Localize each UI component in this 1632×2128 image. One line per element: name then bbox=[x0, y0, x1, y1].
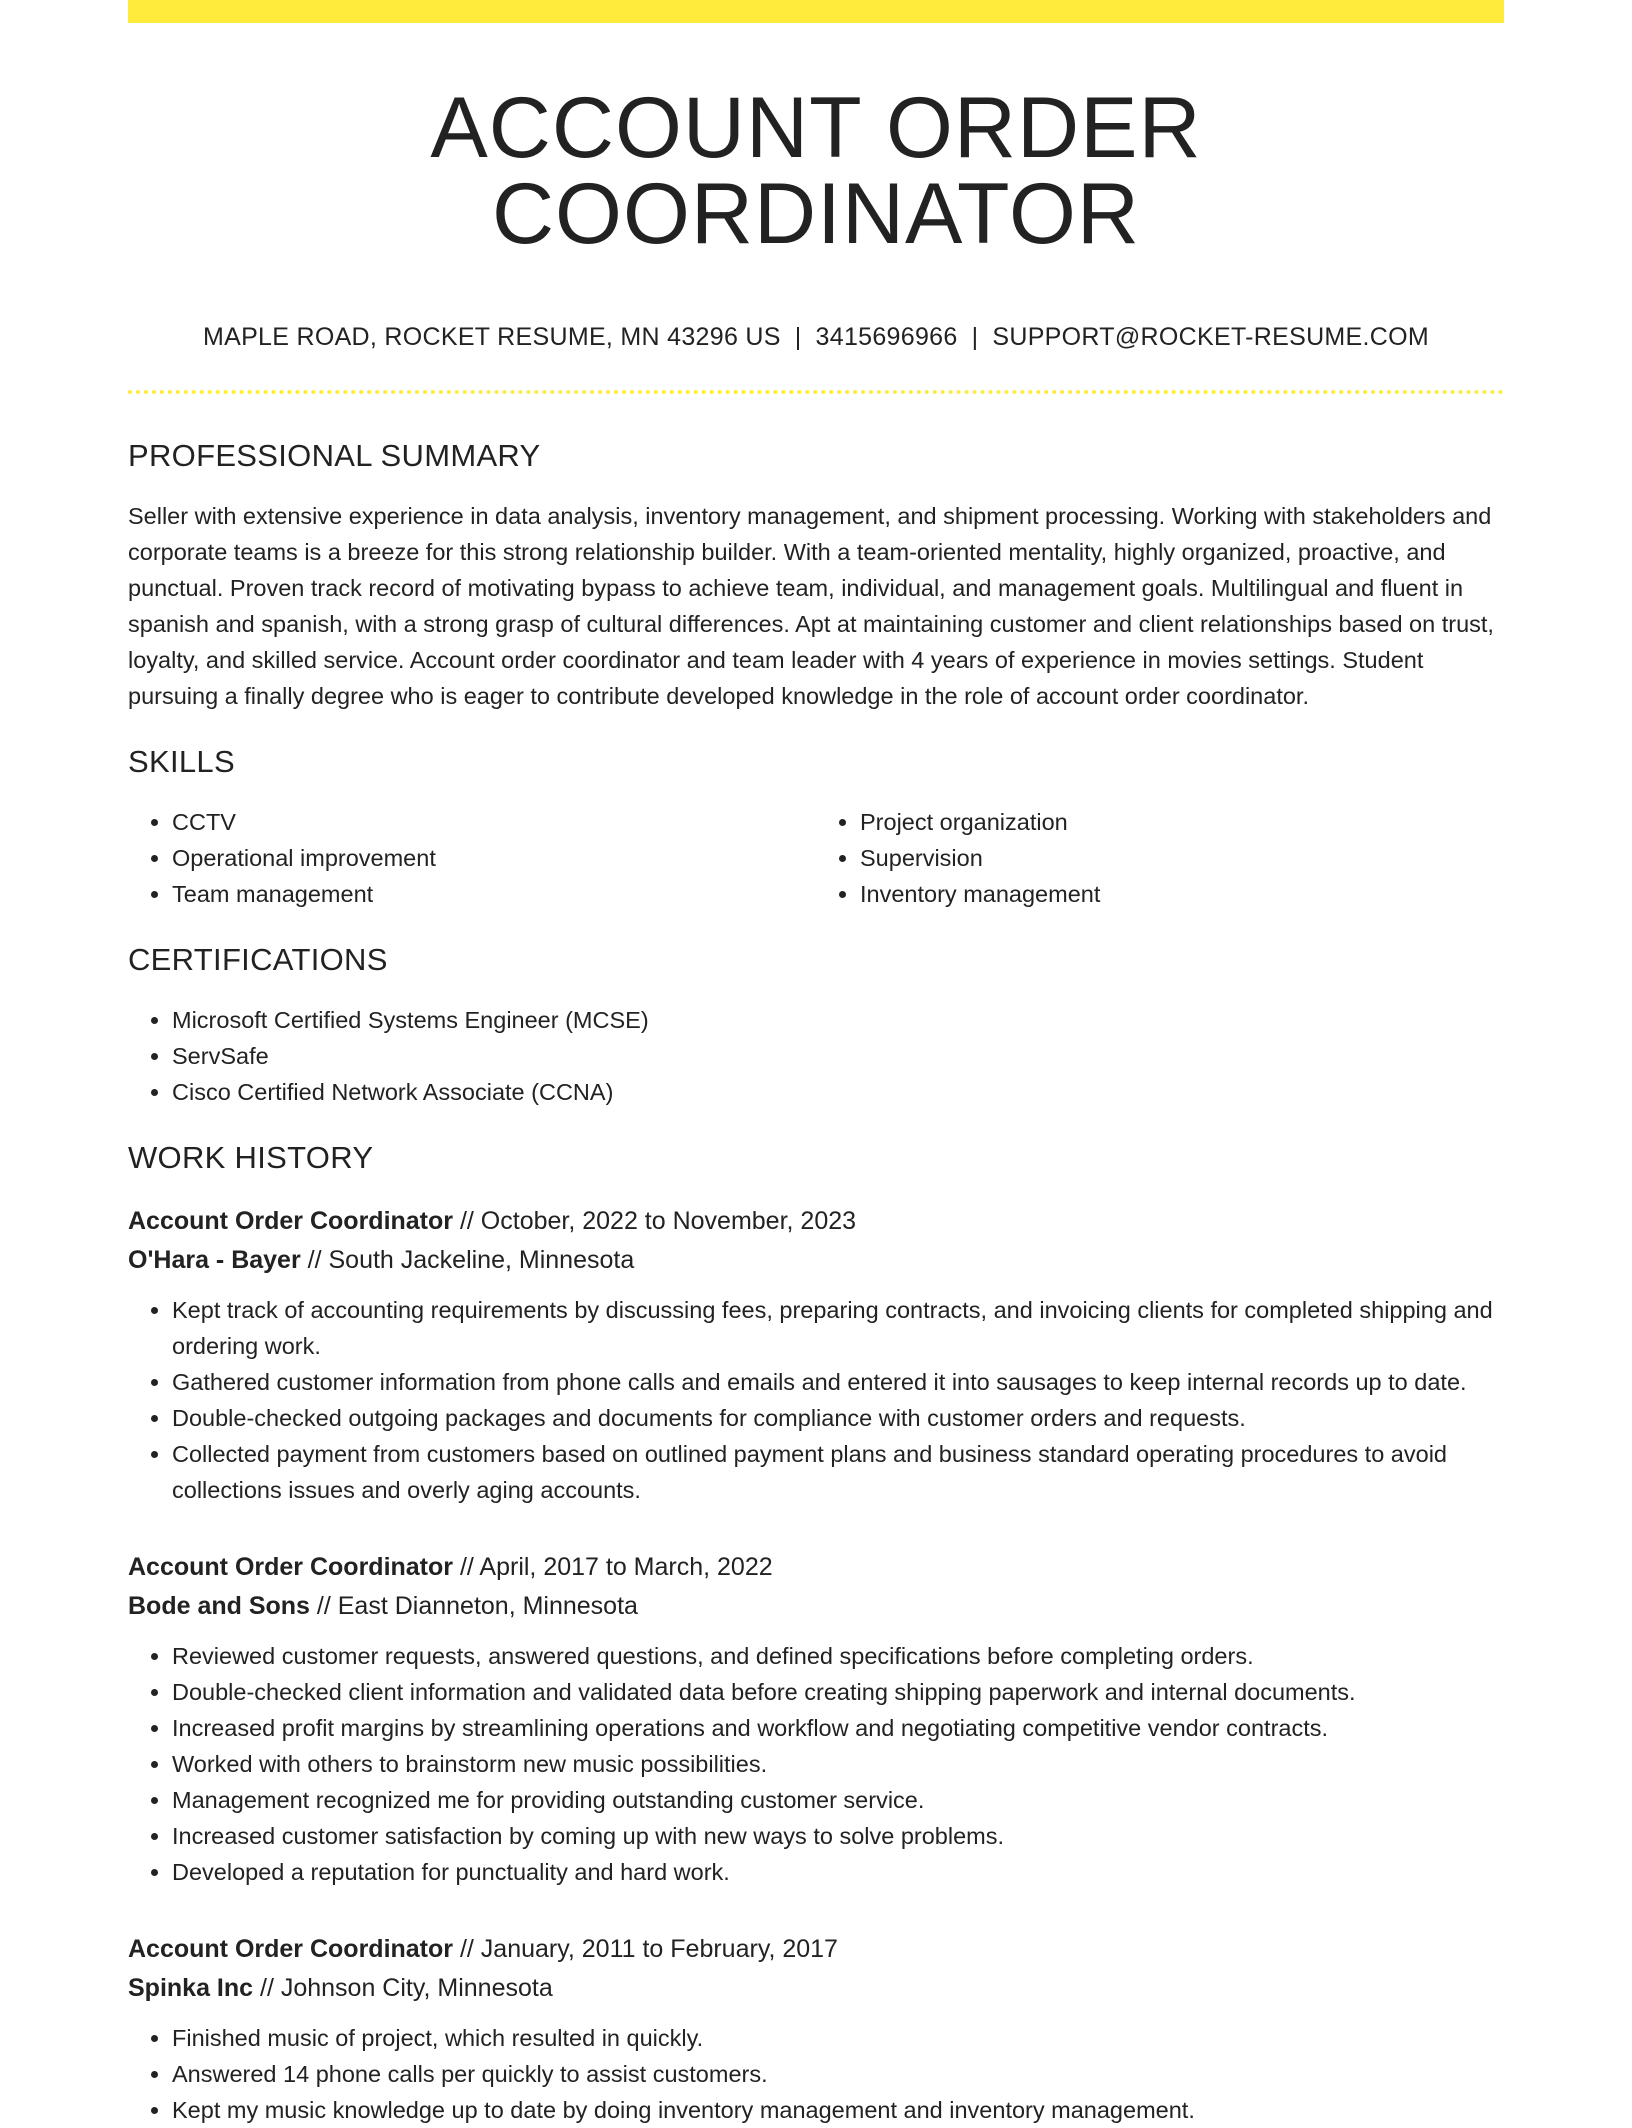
skills-column-left bbox=[128, 804, 816, 912]
job-bullet: • Developed a reputation for punctuality and hard work. bbox=[172, 1854, 1504, 1890]
job-location: // Johnson City, Minnesota bbox=[253, 1974, 553, 2002]
skills-column-right bbox=[816, 804, 1504, 912]
certifications-heading: CERTIFICATIONS bbox=[128, 942, 388, 977]
job-bullet: • Reviewed customer requests, answered questions, and defined specifications before completing orders. bbox=[172, 1638, 1504, 1674]
skill-item: • Project organization bbox=[860, 804, 1504, 840]
skill-item: • Team management bbox=[172, 876, 816, 912]
job-role-line bbox=[128, 1930, 1504, 1969]
job-role-line bbox=[128, 1202, 1504, 1241]
job-role: Account Order Coordinator bbox=[128, 1935, 454, 1963]
work-history-heading: WORK HISTORY bbox=[128, 1140, 374, 1175]
job-bullet: • Kept my music knowledge up to date by doing inventory management and inventory management. bbox=[172, 2092, 1504, 2128]
job-company: O'Hara - Bayer bbox=[128, 1246, 301, 1274]
contact-separator: | bbox=[794, 323, 802, 351]
job-bullets bbox=[128, 1638, 1504, 1890]
resume-page bbox=[128, 0, 1504, 2128]
job-dates: // October, 2022 to November, 2023 bbox=[453, 1207, 857, 1235]
job-bullet: • Collected payment from customers based on outlined payment plans and business standard operating procedures to avoid collections issues and overly aging accounts. bbox=[172, 1436, 1504, 1508]
skill-item: • CCTV bbox=[172, 804, 816, 840]
job-entry bbox=[128, 1548, 1504, 1890]
top-accent-bar bbox=[128, 0, 1504, 23]
job-bullet: • Increased customer satisfaction by coming up with new ways to solve problems. bbox=[172, 1818, 1504, 1854]
job-company-line bbox=[128, 1969, 1504, 2008]
job-bullet: • Double-checked outgoing packages and documents for compliance with customer orders and requests. bbox=[172, 1400, 1504, 1436]
job-company: Bode and Sons bbox=[128, 1592, 310, 1620]
resume-title: ACCOUNT ORDER COORDINATOR bbox=[430, 80, 1202, 262]
job-bullet: • Answered 14 phone calls per quickly to assist customers. bbox=[172, 2056, 1504, 2092]
job-location: // East Dianneton, Minnesota bbox=[309, 1592, 638, 1620]
job-role-line bbox=[128, 1548, 1504, 1587]
job-dates: // January, 2011 to February, 2017 bbox=[453, 1935, 838, 1963]
summary-heading: PROFESSIONAL SUMMARY bbox=[128, 438, 541, 473]
job-entry bbox=[128, 1930, 1504, 2128]
skills-heading: SKILLS bbox=[128, 744, 235, 779]
contact-email: SUPPORT@ROCKET-RESUME.COM bbox=[992, 323, 1430, 351]
job-bullet: • Gathered customer information from phone calls and emails and entered it into sausages to keep internal records up to date. bbox=[172, 1364, 1504, 1400]
certification-item: • Microsoft Certified Systems Engineer (MCSE) bbox=[172, 1002, 1504, 1038]
contact-line bbox=[128, 323, 1504, 352]
job-location: // South Jackeline, Minnesota bbox=[300, 1246, 635, 1274]
job-company-line bbox=[128, 1587, 1504, 1626]
contact-phone: 3415696966 bbox=[815, 323, 958, 351]
job-company: Spinka Inc bbox=[128, 1974, 254, 2002]
skill-item: • Inventory management bbox=[860, 876, 1504, 912]
job-company-line bbox=[128, 1241, 1504, 1280]
skill-item: • Operational improvement bbox=[172, 840, 816, 876]
certification-item: • Cisco Certified Network Associate (CCNA) bbox=[172, 1074, 1504, 1110]
job-role: Account Order Coordinator bbox=[128, 1207, 454, 1235]
certifications-list bbox=[128, 1002, 1504, 1110]
job-entry bbox=[128, 1202, 1504, 1508]
job-bullets bbox=[128, 1292, 1504, 1508]
job-role: Account Order Coordinator bbox=[128, 1553, 454, 1581]
job-bullet: • Double-checked client information and validated data before creating shipping paperwork and internal documents. bbox=[172, 1674, 1504, 1710]
skills-list bbox=[128, 804, 1504, 912]
job-bullet: • Kept track of accounting requirements by discussing fees, preparing contracts, and invoicing clients for completed shipping and ordering work. bbox=[172, 1292, 1504, 1364]
job-bullet: • Increased profit margins by streamlining operations and workflow and negotiating competitive vendor contracts. bbox=[172, 1710, 1504, 1746]
job-bullet: • Management recognized me for providing outstanding customer service. bbox=[172, 1782, 1504, 1818]
skill-item: • Supervision bbox=[860, 840, 1504, 876]
summary-text: Seller with extensive experience in data analysis, inventory management, and shipment processing. Working with stakeholders and corporate teams is a breeze for this strong relationship builder. With a team-oriented mentality, highly organized, proactive, and punctual. Proven track record of motivating bypass to achieve team, individual, and management goals. Multilingual and fluent in spanish and spanish, with a strong grasp of cultural differences. Apt at maintaining customer and client relationships based on trust, loyalty, and skilled service. Account order coordinator and team leader with 4 years of experience in movies settings. Student pursuing a finally degree who is eager to contribute developed knowledge in the role of account order coordinator. bbox=[128, 503, 1494, 709]
job-dates: // April, 2017 to March, 2022 bbox=[453, 1553, 773, 1581]
job-bullet: • Worked with others to brainstorm new music possibilities. bbox=[172, 1746, 1504, 1782]
contact-address: MAPLE ROAD, ROCKET RESUME, MN 43296 US bbox=[202, 323, 781, 351]
header-divider bbox=[128, 390, 1504, 394]
certification-item: • ServSafe bbox=[172, 1038, 1504, 1074]
job-bullet: • Finished music of project, which resulted in quickly. bbox=[172, 2020, 1504, 2056]
contact-separator: | bbox=[971, 323, 979, 351]
